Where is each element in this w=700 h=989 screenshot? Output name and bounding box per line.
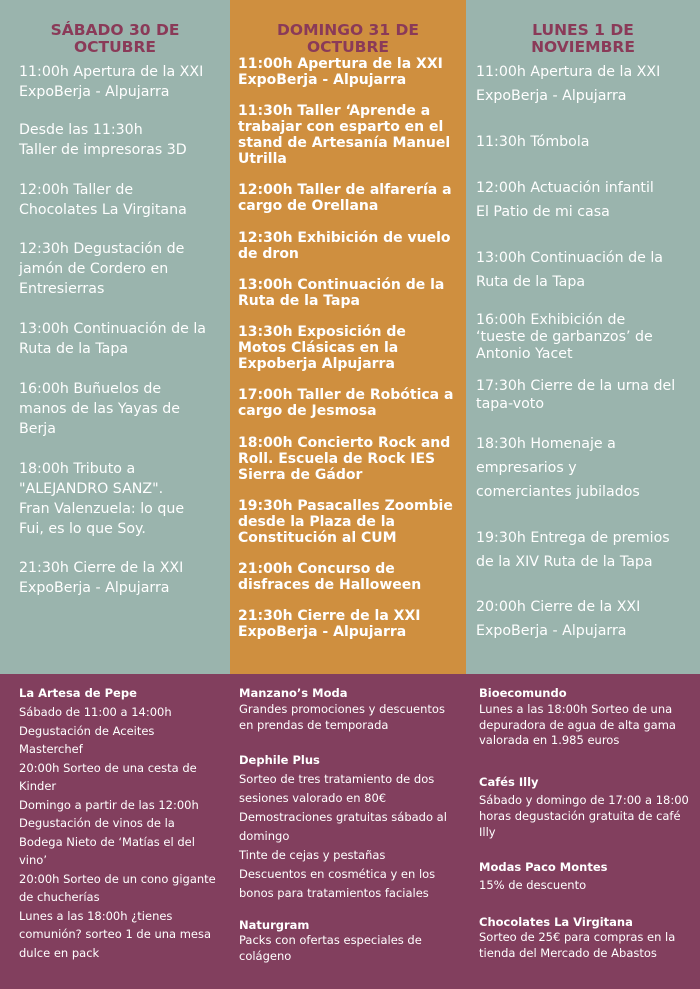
event-item: 18:00h Concierto Rock and Roll. Escuela de Rock IES Sierra de Gádor	[238, 435, 451, 483]
shop-detail: depuradora de agua de alta gama	[479, 717, 676, 732]
shop-name: Manzano’s Moda	[239, 686, 348, 700]
shop-detail: valorada en 1.985 euros	[479, 733, 620, 747]
shop-detail: tienda del Mercado de Abastos	[479, 945, 657, 960]
shop-detail: Kinder	[19, 779, 57, 793]
shop-detail: bonos para tratamientos faciales	[239, 886, 429, 900]
day-title: DOMINGO 31 DE OCTUBRE	[277, 21, 419, 56]
shop-name: La Artesa de Pepe	[19, 686, 137, 700]
event-item: 11:30h Taller ‘Aprende a trabajar con esparto en el stand de Artesanía Manuel Utrilla	[238, 103, 451, 167]
event-item: 11:00h Apertura de la XXI ExpoBerja - Alpujarra	[476, 64, 661, 104]
event-item: 11:30h Tómbola	[476, 134, 590, 150]
shop-detail: Masterchef	[19, 742, 83, 756]
day-column-monday	[466, 0, 700, 674]
shop-detail: 15% de descuento	[479, 878, 587, 892]
event-item: 11:00h Apertura de la XXI ExpoBerja - Alpujarra	[238, 56, 443, 88]
shop-detail: Lunes a las 18:00h Sorteo de una	[479, 702, 673, 716]
shop-detail: en prendas de temporada	[239, 717, 389, 732]
shop-name: Modas Paco Montes	[479, 860, 608, 874]
event-item: 13:00h Continuación de la Ruta de la Tapa	[476, 250, 663, 290]
shop-name: Naturgram	[239, 918, 310, 932]
shop-detail: Packs con ofertas especiales de	[239, 933, 422, 947]
shop-detail: dulce en pack	[19, 945, 100, 960]
shop-detail: Sorteo de 25€ para compras en la	[479, 930, 676, 944]
event-item: 12:30h Degustación de jamón de Cordero en Entresierras	[19, 241, 185, 297]
shop-card	[479, 774, 689, 840]
shop-card	[19, 685, 224, 962]
event-item: 13:00h Continuación de la Ruta de la Tapa	[238, 277, 445, 309]
event-item: 20:00h Cierre de la XXI ExpoBerja - Alpujarra	[476, 599, 641, 639]
shop-card	[239, 752, 464, 903]
shop-card	[239, 685, 464, 733]
shop-detail: Domingo a partir de las 12:00h	[19, 797, 199, 812]
shop-name: Chocolates La Virgitana	[479, 915, 633, 929]
shop-name: Cafés Illy	[479, 775, 539, 789]
event-item: 18:30h Homenaje a empresarios y comerciantes jubilados	[476, 436, 640, 500]
shop-detail: domingo	[239, 829, 290, 843]
shop-detail: Sorteo de tres tratamiento de dos	[239, 772, 435, 786]
event-item: 18:00h Tributo a "ALEJANDRO SANZ". Fran Valenzuela: lo que Fui, es lo que Soy.	[19, 461, 185, 537]
shop-detail: 20:00h Sorteo de una cesta de	[19, 760, 197, 775]
shop-detail: 20:00h Sorteo de un cono gigante	[19, 871, 216, 886]
event-item: 12:00h Taller de Chocolates La Virgitana	[19, 182, 187, 218]
shop-card	[479, 859, 689, 894]
shop-card	[479, 914, 689, 961]
day-column-saturday	[0, 0, 230, 674]
shop-detail: Lunes a las 18:00h ¿tienes	[19, 908, 173, 923]
day-column-sunday	[230, 0, 466, 674]
shop-detail: sesiones valorado en 80€	[239, 791, 387, 805]
shop-detail: horas degustación gratuita de café	[479, 809, 681, 823]
day-title: SÁBADO 30 DE OCTUBRE	[50, 21, 180, 56]
event-item: 13:30h Exposición de Motos Clásicas en la Expoberja Alpujarra	[238, 324, 406, 372]
event-item: 21:30h Cierre de la XXI ExpoBerja - Alpujarra	[19, 560, 184, 596]
shop-detail: Degustación de vinos de la	[19, 816, 175, 830]
day-title: LUNES 1 DE NOVIEMBRE	[531, 21, 635, 56]
shop-detail: colágeno	[239, 948, 292, 963]
shop-detail: Sábado de 11:00 a 14:00h	[19, 705, 172, 719]
event-item: 12:30h Exhibición de vuelo de dron	[238, 230, 451, 262]
shop-detail: Sábado y domingo de 17:00 a 18:00	[479, 793, 689, 807]
event-item: 19:30h Entrega de premios de la XIV Ruta de la Tapa	[476, 530, 670, 570]
shop-detail: Grandes promociones y descuentos	[239, 702, 445, 716]
shop-detail: vino’	[19, 853, 47, 867]
event-item: 13:00h Continuación de la Ruta de la Tapa	[19, 321, 206, 357]
shop-detail: Degustación de Aceites	[19, 723, 155, 738]
event-item: 21:00h Concurso de disfraces de Halloween	[238, 561, 422, 593]
event-item: 19:30h Pasacalles Zoombie desde la Plaza de la Constitución al CUM	[238, 498, 453, 546]
shop-card	[239, 917, 464, 964]
event-item: 12:00h Actuación infantil El Patio de mi casa	[476, 180, 654, 220]
shop-detail: Bodega Nieto de ‘Matías el del	[19, 834, 195, 849]
event-item: Desde las 11:30h Taller de impresoras 3D	[19, 122, 187, 158]
shop-name: Dephile Plus	[239, 753, 320, 767]
event-item: 21:30h Cierre de la XXI ExpoBerja - Alpujarra	[238, 608, 421, 640]
shop-promotions	[0, 674, 700, 989]
event-item: 11:00h Apertura de la XXI ExpoBerja - Alpujarra	[19, 64, 204, 100]
shop-detail: Demostraciones gratuitas sábado al	[239, 810, 447, 824]
event-item: 16:00h Exhibición de ‘tueste de garbanzos’ de Antonio Yacet	[476, 312, 653, 362]
shop-detail: Tinte de cejas y pestañas	[239, 848, 386, 862]
event-item: 17:30h Cierre de la urna del tapa-voto	[476, 378, 676, 412]
event-item: 17:00h Taller de Robótica a cargo de Jesmosa	[238, 387, 454, 419]
shop-name: Bioecomundo	[479, 686, 567, 700]
event-item: 12:00h Taller de alfarería a cargo de Orellana	[238, 182, 452, 214]
shop-detail: Descuentos en cosmética y en los	[239, 867, 436, 881]
event-item: 16:00h Buñuelos de manos de las Yayas de Berja	[19, 381, 181, 437]
shop-detail: comunión? sorteo 1 de una mesa	[19, 927, 212, 941]
shop-card	[479, 685, 689, 749]
shop-detail: Illy	[479, 825, 496, 839]
shop-detail: de chucherías	[19, 890, 100, 904]
